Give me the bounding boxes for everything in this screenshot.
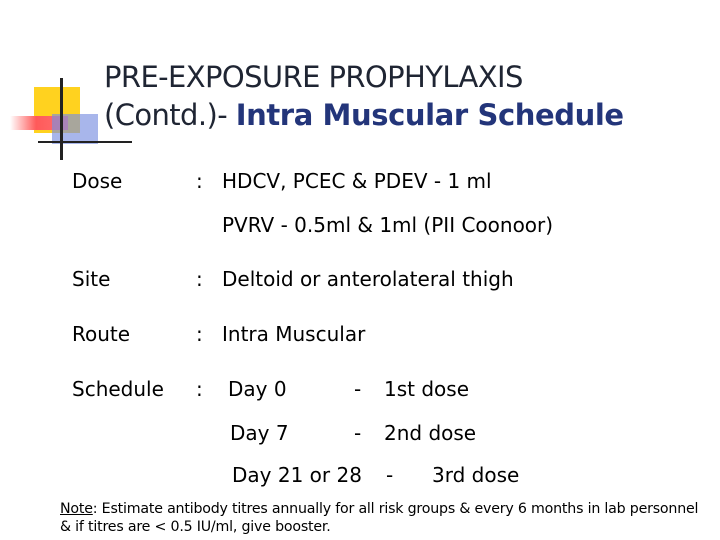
schedule-colon: : xyxy=(196,377,203,401)
route-value: Intra Muscular xyxy=(222,322,366,346)
route-label: Route xyxy=(72,322,131,346)
site-label: Site xyxy=(72,267,111,291)
schedule-label: Schedule xyxy=(72,377,164,401)
title-line-2-plain: (Contd.)- xyxy=(104,98,236,132)
schedule-dash-1: - xyxy=(354,421,362,445)
note-label: Note xyxy=(60,501,93,517)
decor-blue-square xyxy=(52,114,98,144)
schedule-day-0: Day 0 xyxy=(228,377,287,401)
site-colon: : xyxy=(196,267,203,291)
decor-horizontal-line xyxy=(38,141,132,143)
title-line-2-bold: Intra Muscular Schedule xyxy=(235,98,624,132)
route-colon: : xyxy=(196,322,203,346)
dose-value-2: PVRV - 0.5ml & 1ml (PII Coonoor) xyxy=(222,213,554,237)
dose-colon: : xyxy=(196,169,203,193)
slide-title xyxy=(104,58,714,134)
decor-vertical-line xyxy=(60,78,63,160)
note-text: : Estimate antibody titres annually for all risk groups & every 6 months in lab personnel & if titres are < 0.5 IU/ml, give booster. xyxy=(60,501,699,535)
title-line-1: PRE-EXPOSURE PROPHYLAXIS xyxy=(104,60,523,94)
schedule-dash-2: - xyxy=(386,463,394,487)
schedule-day-21-28: Day 21 or 28 xyxy=(232,463,362,487)
schedule-dose-1: 2nd dose xyxy=(384,421,477,445)
schedule-dash-0: - xyxy=(354,377,362,401)
schedule-dose-2: 3rd dose xyxy=(432,463,520,487)
dose-label: Dose xyxy=(72,169,123,193)
site-value: Deltoid or anterolateral thigh xyxy=(222,267,514,291)
footnote xyxy=(60,500,710,536)
title-line-2 xyxy=(104,96,714,134)
schedule-day-7: Day 7 xyxy=(230,421,289,445)
schedule-dose-0: 1st dose xyxy=(384,377,469,401)
dose-value-1: HDCV, PCEC & PDEV - 1 ml xyxy=(222,169,492,193)
